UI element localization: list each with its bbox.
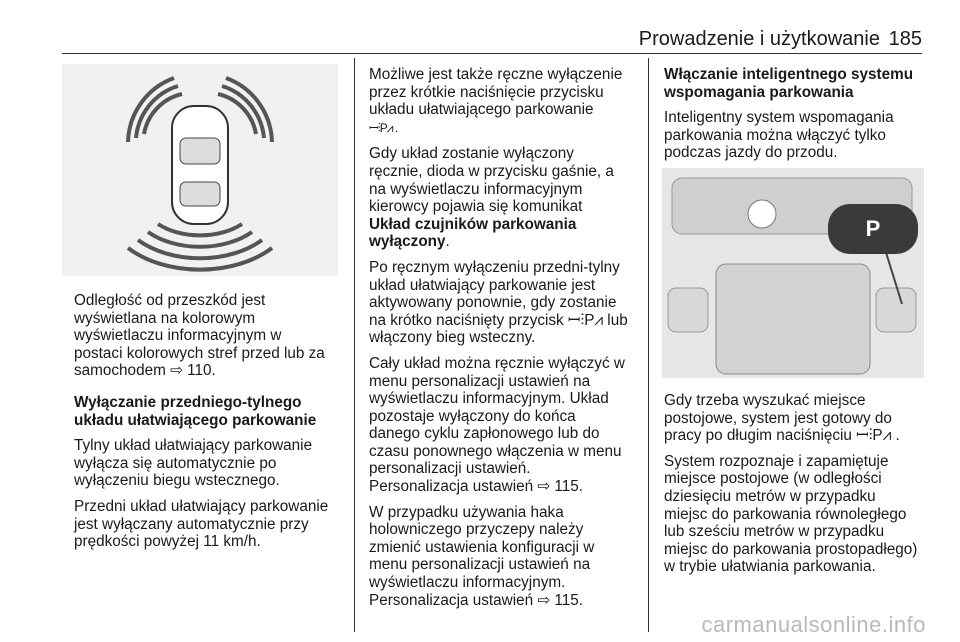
column-1-text (74, 292, 350, 559)
page-number: 185 (888, 28, 922, 50)
header-rule (62, 53, 922, 54)
page-title: Prowadzenie i użytkowanie (638, 28, 880, 50)
car-parking-sensors-illustration (62, 64, 338, 276)
column-divider (648, 58, 649, 632)
column-3-text-bottom (664, 392, 936, 584)
paragraph: Przedni układ ułatwiający parkowanie jest wyłączany automatycznie przy prędkości powyżej 11 km/h. (74, 497, 329, 551)
paragraph: W przypadku używania haka holowniczego przyczepy należy zmienić ustawienia konfiguracji w menu personalizacji ustawień na wyświetlaczu informacyjnym. Personalizacja ustawień ⇨ 115. (369, 503, 595, 609)
dashboard-parking-button-illustration (662, 168, 924, 378)
paragraph: Tylny układ ułatwiający parkowanie wyłącza się automatycznie po wyłączeniu biegu wstecznego. (74, 437, 313, 490)
paragraph: Gdy trzeba wyszukać miejsce postojowe, system jest gotowy do pracy po długim naciśnięciu ꟷ⫶P⩘ . (664, 392, 900, 445)
watermark: carmanualsonline.info (701, 612, 926, 637)
page-header (0, 0, 960, 56)
paragraph: Cały układ można ręcznie wyłączyć w menu personalizacji ustawień na wyświetlaczu informacyjnym. Układ pozostaje wyłączony do końca danego cyklu zapłonowego lub do czasu ponownego włączenia w menu personalizacji ustawień. Personalizacja ustawień ⇨ 115. (369, 354, 625, 496)
paragraph: System rozpoznaje i zapamiętuje miejsce postojowe (w odległości dziesięciu metrów w przypadku miejsc do parkowania równoległego lub sześciu metrów w przypadku miejsc do parkowania prostopadłego) w trybie ułatwiania parkowania. (664, 452, 918, 576)
section-heading: Wyłączanie przedniego-tylnego układu ułatwiającego parkowanie (74, 393, 317, 429)
paragraph: Inteligentny system wspomagania parkowania można włączyć tylko podczas jazdy do przodu. (664, 109, 894, 162)
paragraph: Gdy układ zostanie wyłączony ręcznie, dioda w przycisku gaśnie, a na wyświetlaczu informacyjnym kierowcy pojawia się komunikat Układ czujników parkowania wyłączony. (369, 145, 614, 251)
svg-text:P: P (865, 216, 881, 241)
paragraph: Po ręcznym wyłączeniu przedni-tylny układ ułatwiający parkowanie jest aktywowany ponownie, gdy zostanie na krótko naciśnięty przycisk ꟷ⫶P⩘ lub włączony bieg wsteczny. (369, 258, 628, 347)
paragraph: Możliwe jest także ręczne wyłączenie przez krótkie naciśnięcie przycisku układu ułatwiającego parkowanie ꟷ⫶P⩘ . (369, 66, 623, 135)
column-divider (354, 58, 355, 632)
paragraph: Odległość od przeszkód jest wyświetlana na kolorowym wyświetlaczu informacyjnym w postaci kolorowych stref przed lub za samochodem ⇨ 110. (74, 292, 325, 380)
section-heading: Włączanie inteligentnego systemu wspomagania parkowania (664, 66, 914, 101)
column-2-text (369, 66, 645, 617)
parking-assist-icon: ꟷ⫶P⩘ . (369, 120, 398, 135)
column-3-text-top (664, 66, 932, 170)
